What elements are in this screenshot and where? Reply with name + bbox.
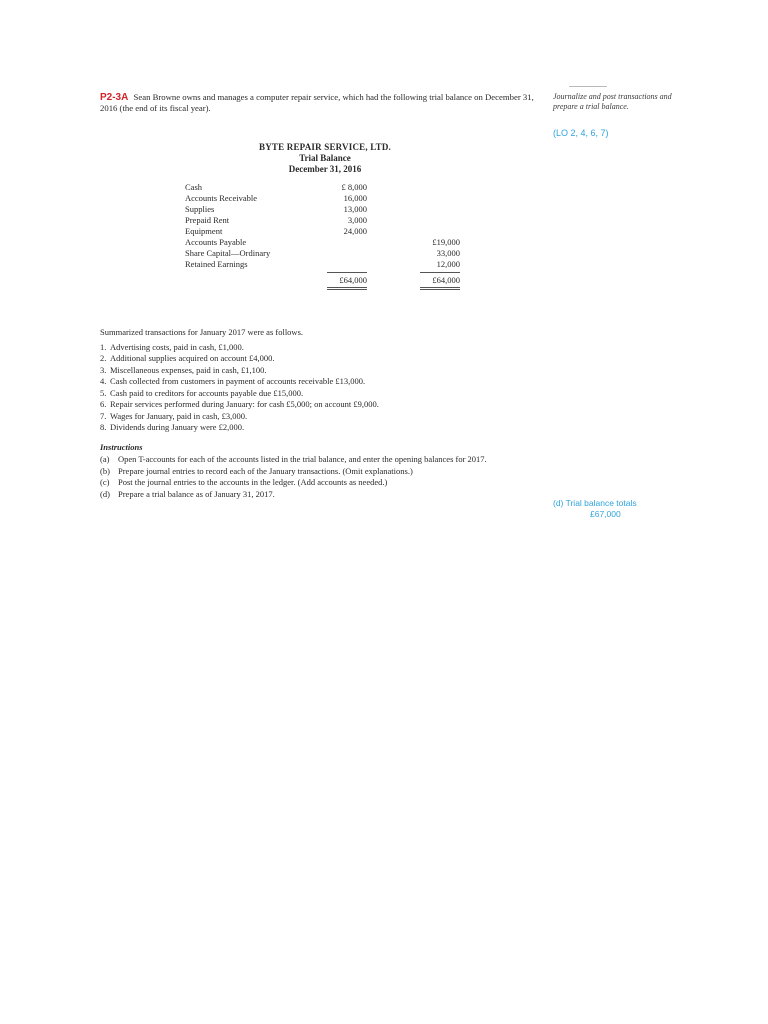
debit-total-rule xyxy=(327,272,367,273)
item-text: Post the journal entries to the accounts in the ledger. (Add accounts as needed.) xyxy=(118,477,388,487)
answer-note-line1: (d) Trial balance totals xyxy=(553,498,637,508)
list-item xyxy=(100,365,545,377)
list-item xyxy=(100,454,545,466)
credit-amount: 12,000 xyxy=(436,259,460,269)
table-row xyxy=(185,237,465,248)
problem-statement xyxy=(100,92,545,114)
item-number: 8. xyxy=(100,422,107,432)
account-name: Retained Earnings xyxy=(185,259,248,269)
item-text: Prepare journal entries to record each of the January transactions. (Omit explanations.) xyxy=(118,465,413,476)
totals-row xyxy=(185,275,465,286)
item-text: Additional supplies acquired on account £4,000. xyxy=(110,353,275,363)
table-row xyxy=(185,193,465,204)
item-letter: (d) xyxy=(100,488,110,499)
debit-amount: 13,000 xyxy=(343,204,367,214)
list-item xyxy=(100,342,545,354)
account-name: Supplies xyxy=(185,204,215,214)
answer-note-line2: £67,000 xyxy=(590,509,621,519)
problem-id: P2-3A xyxy=(100,92,129,103)
problem-paragraph xyxy=(100,92,545,114)
item-letter: (c) xyxy=(100,477,110,487)
debit-amount: 24,000 xyxy=(343,226,367,236)
account-name: Equipment xyxy=(185,226,223,236)
debit-amount: 16,000 xyxy=(343,193,367,203)
table-row xyxy=(185,182,465,193)
table-row xyxy=(185,248,465,259)
item-number: 7. xyxy=(100,410,107,421)
table-row xyxy=(185,259,465,270)
credit-total: £64,000 xyxy=(432,275,460,285)
item-text: Cash collected from customers in payment of accounts receivable £13,000. xyxy=(110,376,366,386)
debit-total: £64,000 xyxy=(339,275,367,285)
instructions-heading: Instructions xyxy=(100,441,143,452)
list-item xyxy=(100,353,545,365)
margin-rule xyxy=(569,86,607,87)
item-text: Prepare a trial balance as of January 31, 2017. xyxy=(118,488,275,499)
debit-amount: £ 8,000 xyxy=(341,182,367,192)
account-name: Prepaid Rent xyxy=(185,215,230,225)
item-letter: (a) xyxy=(100,454,110,464)
transactions-list xyxy=(100,342,545,434)
item-text: Dividends during January were £2,000. xyxy=(110,422,245,432)
debit-amount: 3,000 xyxy=(347,215,367,225)
item-text: Miscellaneous expenses, paid in cash, £1,100. xyxy=(110,364,267,375)
list-item xyxy=(100,477,545,489)
statement-title: Trial Balance xyxy=(299,153,351,163)
problem-text: Sean Browne owns and manages a computer repair service, which had the following trial balance on December 31, 2016 (the end of its fiscal year). xyxy=(100,92,534,113)
item-text: Cash paid to creditors for accounts payable due £15,000. xyxy=(110,387,304,398)
debit-double-rule xyxy=(327,287,367,290)
list-item xyxy=(100,489,545,501)
table-row xyxy=(185,204,465,215)
instructions-list xyxy=(100,454,545,500)
list-item xyxy=(100,399,545,411)
company-name: BYTE REPAIR SERVICE, LTD. xyxy=(259,142,391,152)
item-text: Advertising costs, paid in cash, £1,000. xyxy=(110,341,244,352)
credit-amount: £19,000 xyxy=(432,237,460,247)
transactions-intro: Summarized transactions for January 2017 were as follows. xyxy=(100,327,303,337)
account-name: Cash xyxy=(185,182,202,192)
item-number: 2. xyxy=(100,353,107,363)
list-item xyxy=(100,466,545,478)
account-name: Share Capital—Ordinary xyxy=(185,248,271,258)
credit-total-rule xyxy=(420,272,460,273)
item-text: Wages for January, paid in cash, £3,000. xyxy=(110,410,248,421)
statement-date: December 31, 2016 xyxy=(288,164,362,174)
item-text: Open T-accounts for each of the accounts listed in the trial balance, and enter the opening balances for 2017. xyxy=(118,454,487,464)
account-name: Accounts Receivable xyxy=(185,193,257,203)
item-letter: (b) xyxy=(100,465,110,476)
item-number: 6. xyxy=(100,399,107,409)
credit-double-rule xyxy=(420,287,460,290)
transactions-section xyxy=(100,327,545,500)
list-item xyxy=(100,411,545,423)
item-number: 4. xyxy=(100,376,107,386)
item-number: 5. xyxy=(100,387,107,398)
account-name: Accounts Payable xyxy=(185,237,247,247)
margin-note xyxy=(553,92,678,112)
table-row xyxy=(185,215,465,226)
margin-note-text: Journalize and post transactions and prepare a trial balance. xyxy=(553,92,672,111)
item-number: 3. xyxy=(100,364,107,375)
list-item xyxy=(100,422,545,434)
list-item xyxy=(100,376,545,388)
table-row xyxy=(185,226,465,237)
learning-objectives: (LO 2, 4, 6, 7) xyxy=(553,128,609,138)
item-number: 1. xyxy=(100,341,107,352)
list-item xyxy=(100,388,545,400)
item-text: Repair services performed during January: for cash £5,000; on account £9,000. xyxy=(110,399,379,409)
credit-amount: 33,000 xyxy=(436,248,460,258)
answer-note xyxy=(553,498,637,520)
